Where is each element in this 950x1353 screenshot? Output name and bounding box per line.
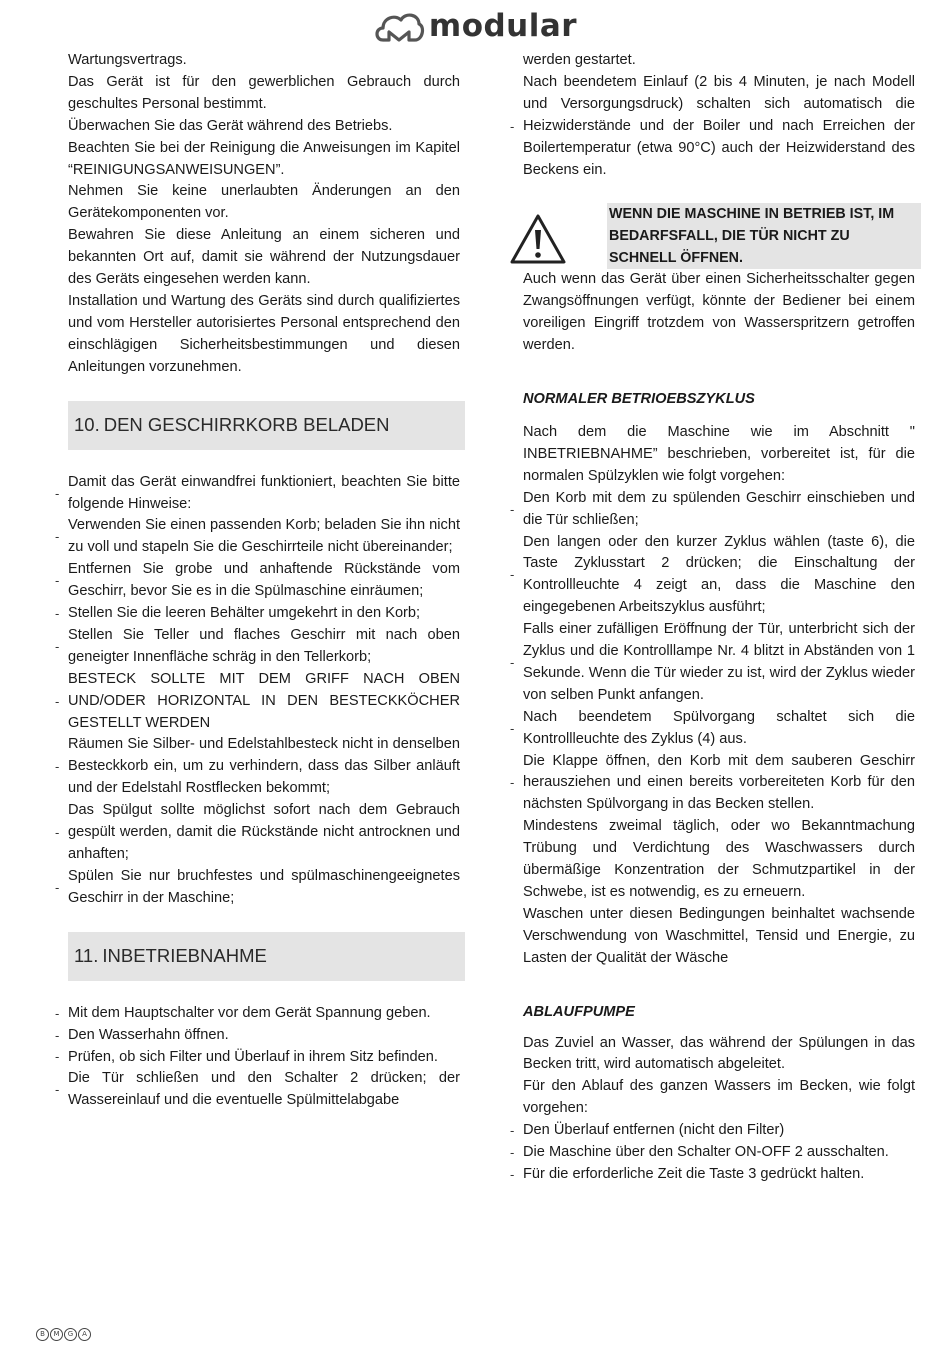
intro-line-7: Installation und Wartung des Geräts sind durch qualifiziertes und vom Hersteller autorisiertes Personal entsprechend den einschlägigen Sicherheitsbestimmungen und diesen Anleitungen vorzunehmen.	[68, 292, 460, 375]
footer-badge: G	[64, 1328, 77, 1341]
list-item	[510, 751, 915, 817]
bullet-dash: -	[510, 654, 515, 670]
list-item	[55, 1047, 460, 1069]
list-item	[510, 532, 915, 620]
list-item-text: Für die erforderliche Zeit die Taste 3 gedrückt halten.	[523, 1165, 865, 1182]
drain-pump-heading: ABLAUFPUMPE	[523, 1003, 635, 1020]
cloud-logo-icon	[373, 6, 425, 46]
bullet-dash: -	[55, 1082, 60, 1098]
section-11-number: 11.	[74, 945, 99, 967]
list-item	[55, 1068, 460, 1112]
bullet-dash: -	[55, 529, 60, 545]
list-item-text: Den Wasserhahn öffnen.	[68, 1026, 229, 1043]
list-item	[510, 72, 915, 182]
continued-line: werden gestartet.	[523, 52, 636, 68]
list-item	[55, 472, 460, 516]
bullet-dash: -	[55, 1049, 60, 1065]
section-10-heading	[68, 401, 465, 450]
list-item	[510, 1142, 915, 1164]
list-item	[55, 515, 460, 559]
list-item	[510, 488, 915, 532]
bullet-dash: -	[55, 638, 60, 654]
list-item-text: Stellen Sie die leeren Behälter umgekehrt in den Korb;	[68, 605, 421, 622]
list-item-text: Den langen oder den kurzer Zyklus wählen (taste 6), die Taste Zyklusstart 2 drücken; die Einschaltung der Kontrollleuchte 4 zeigt an, dass die Maschine den eingegebenen Arbeitszyklus ausführt;	[523, 533, 915, 616]
bullet-dash: -	[510, 1123, 515, 1139]
list-item-text: Den Korb mit dem zu spülenden Geschirr einschieben und die Tür schließen;	[523, 489, 915, 528]
list-item-text: Falls einer zufälligen Eröffnung der Tür, unterbricht sich der Zyklus und die Kontrolllampe Nr. 4 blitzt in Abständen von 1 Sekunde. Wenn die Tür wieder zu ist, wird der Zyklus wieder von selben Punkt anfangen.	[523, 621, 915, 703]
list-item	[55, 1003, 460, 1025]
normal-cycle-paragraph-2: Waschen unter diesen Bedingungen beinhaltet wachsende Verschwendung von Waschmittel, Tensid und Energie, zu Lasten der Qualität der Wäsche	[523, 905, 915, 966]
footer-badge: A	[78, 1328, 91, 1341]
right-column	[510, 50, 915, 1186]
list-item-text: Mit dem Hauptschalter vor dem Gerät Spannung geben.	[68, 1004, 431, 1021]
bullet-dash: -	[55, 485, 60, 501]
warning-block	[523, 203, 915, 269]
warning-title: WENN DIE MASCHINE IN BETRIEB IST, IM BEDARFSFALL, DIE TÜR NICHT ZU SCHNELL ÖFFNEN.	[607, 203, 921, 269]
warning-triangle-icon	[509, 213, 567, 265]
intro-line-6: Bewahren Sie diese Anleitung an einem sicheren und bekannten Ort auf, damit sie während der Nutzungsdauer des Geräts eingesehen werden kann.	[68, 227, 460, 288]
list-item-text: Prüfen, ob sich Filter und Überlauf in ihrem Sitz befinden.	[68, 1048, 438, 1065]
page-header	[0, 6, 950, 46]
drain-pump-paragraph-1: Das Zuviel an Wasser, das während der Spülungen in das Becken tritt, wird automatisch abgeleitet.	[523, 1034, 915, 1073]
bullet-dash: -	[55, 1005, 60, 1021]
list-item-text: Stellen Sie Teller und flaches Geschirr mit nach oben geneigter Innenfläche schräg in den Tellerkorb;	[68, 626, 460, 665]
bullet-dash: -	[55, 606, 60, 622]
bullet-dash: -	[55, 825, 60, 841]
intro-line-1: Wartungsvertrags.	[68, 52, 187, 68]
list-item-text: Die Klappe öffnen, den Korb mit dem sauberen Geschirr herausziehen und einen bereits vorbereiteten Korb für den nächsten Spülvorgang in das Becken stellen.	[523, 752, 915, 813]
list-item-text: Spülen Sie nur bruchfestes und spülmaschinengeeignetes Geschirr in der Maschine;	[68, 867, 460, 906]
list-item-text: Nach beendetem Einlauf (2 bis 4 Minuten, je nach Modell und Versorgungsdruck) schalten sich automatisch die Heizwiderstände und der Boiler und nach Erreichen der Boilertemperatur (etwa 90°C) auch der Heizwiderstand des Beckens ein.	[523, 73, 915, 178]
bullet-dash: -	[55, 879, 60, 895]
list-item	[510, 1120, 915, 1142]
list-item-text: Die Maschine über den Schalter ON-OFF 2 ausschalten.	[523, 1144, 889, 1161]
bullet-dash: -	[510, 118, 515, 134]
footer-badges	[36, 1328, 91, 1341]
bullet-dash: -	[510, 567, 515, 583]
footer-badge: B	[36, 1328, 49, 1341]
list-item-text: Nach beendetem Spülvorgang schaltet sich die Kontrollleuchte des Zyklus (4) aus.	[523, 708, 915, 747]
list-item-text: Die Tür schließen und den Schalter 2 drücken; der Wassereinlauf und die eventuelle Spülmittelabgabe	[68, 1070, 460, 1109]
list-item	[55, 734, 460, 800]
section-11-title: INBETRIEBNAHME	[102, 945, 267, 967]
list-item	[510, 707, 915, 751]
section-10-number: 10.	[74, 414, 100, 436]
list-item	[510, 619, 915, 707]
logo-text: modular	[428, 8, 578, 44]
list-item-text: Den Überlauf entfernen (nicht den Filter)	[523, 1122, 785, 1139]
warning-text: Auch wenn das Gerät über einen Sicherheitsschalter gegen Zwangsöffnungen verfügt, könnte der Bediener bei einem voreiligen Eingriff trotzdem von Wasserspritzern getroffen werden.	[523, 271, 915, 354]
left-column	[55, 50, 460, 1112]
list-item	[55, 866, 460, 910]
list-item-text: Verwenden Sie einen passenden Korb; beladen Sie ihn nicht zu voll und stapeln Sie die Geschirrteile nicht übereinander;	[68, 517, 460, 556]
bullet-dash: -	[55, 573, 60, 589]
list-item	[55, 603, 460, 625]
list-item-text: Entfernen Sie grobe und anhaftende Rückstände vom Geschirr, bevor Sie es in die Spülmaschine einräumen;	[68, 561, 460, 600]
bullet-dash: -	[510, 775, 515, 791]
bullet-dash: -	[55, 693, 60, 709]
bullet-dash: -	[510, 1166, 515, 1182]
bullet-dash: -	[55, 759, 60, 775]
list-item-text: Räumen Sie Silber- und Edelstahlbesteck nicht in denselben Besteckkorb ein, um zu verhindern, dass das Silber anläuft und der Edelstahl Rostflecken bekommt;	[68, 736, 460, 797]
list-item	[55, 1025, 460, 1047]
list-item	[55, 559, 460, 603]
list-item	[510, 1164, 915, 1186]
normal-cycle-intro: Nach dem die Maschine wie im Abschnitt " INBETRIEBNAHME” beschrieben, vorbereitet ist, für die normalen Spülzyklen wie folgt vorgehen:	[523, 423, 915, 484]
bullet-dash: -	[510, 1145, 515, 1161]
drain-pump-paragraph-2: Für den Ablauf des ganzen Wassers im Becken, wie folgt vorgehen:	[523, 1078, 915, 1117]
list-item	[55, 800, 460, 866]
normal-cycle-paragraph-1: Mindestens zweimal täglich, oder wo Bekanntmachung Trübung und Verdichtung des Waschwassers durch übermäßige Konzentration der Schmutzpartikel in der Schwebe, ist es notwendig, es zu erneuern.	[523, 818, 915, 900]
normal-cycle-heading: NORMALER BETRIOEBSZYKLUS	[523, 391, 755, 408]
bullet-dash: -	[510, 501, 515, 517]
section-11-heading	[68, 932, 465, 981]
intro-line-5: Nehmen Sie keine unerlaubten Änderungen an den Gerätekomponenten vor.	[68, 183, 460, 222]
list-item-text: Damit das Gerät einwandfrei funktioniert, beachten Sie bitte folgende Hinweise:	[68, 473, 460, 512]
brand-logo	[373, 6, 577, 46]
bullet-dash: -	[510, 720, 515, 736]
bullet-dash: -	[55, 1027, 60, 1043]
list-item-text: Das Spülgut sollte möglichst sofort nach dem Gebrauch gespült werden, damit die Rückstände nicht antrocknen und anhaften;	[68, 802, 460, 862]
footer-badge: M	[50, 1328, 63, 1341]
intro-line-4: Beachten Sie bei der Reinigung die Anweisungen im Kapitel “REINIGUNGSANWEISUNGEN”.	[68, 139, 460, 178]
list-item	[55, 625, 460, 669]
intro-line-3: Überwachen Sie das Gerät während des Betriebs.	[68, 117, 393, 134]
list-item-text: BESTECK SOLLTE MIT DEM GRIFF NACH OBEN UND/ODER HORIZONTAL IN DEN BESTECKKÖCHER GESTELLT WERDEN	[68, 670, 460, 731]
intro-line-2: Das Gerät ist für den gewerblichen Gebrauch durch geschultes Personal bestimmt.	[68, 73, 460, 112]
section-10-title: DEN GESCHIRRKORB BELADEN	[103, 414, 390, 436]
list-item	[55, 669, 460, 735]
